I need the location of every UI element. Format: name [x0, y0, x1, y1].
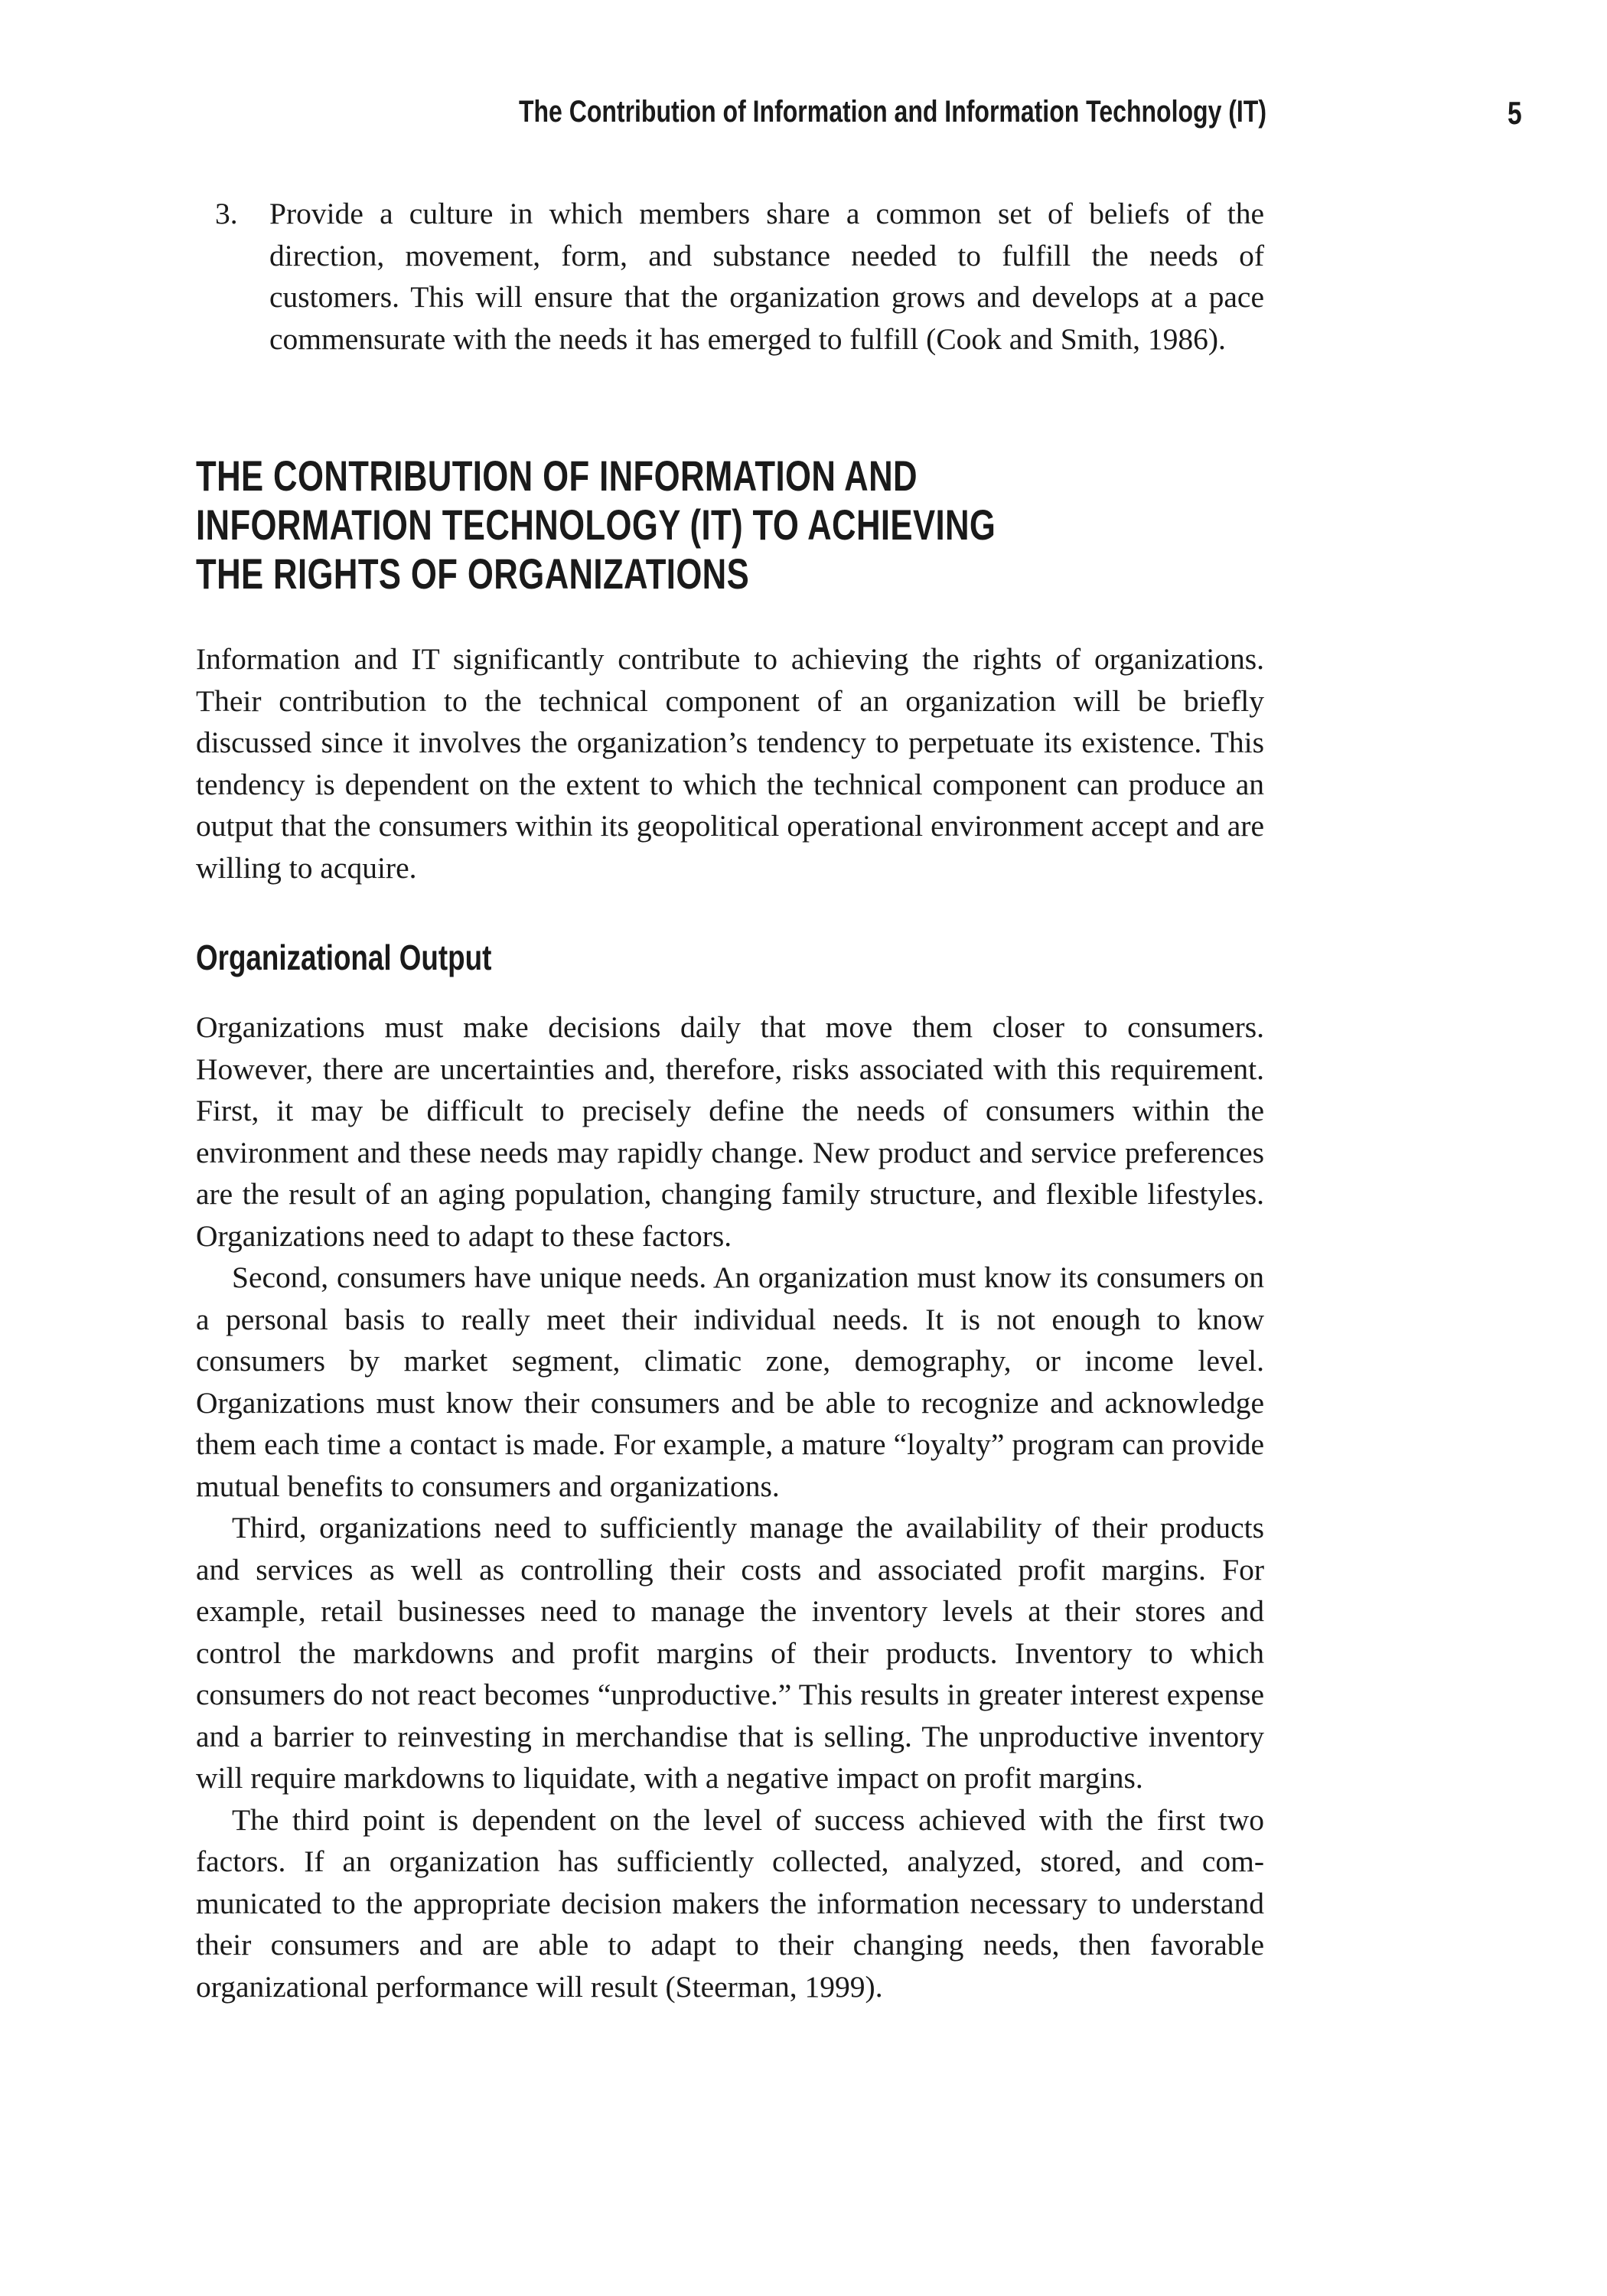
body-paragraph-1: Organizations must make decisions daily that move them closer to consumers. However, there are uncertainties and, therefore, risks associated with this requirement. First, it may be difficult to precisely define the needs of consumers within the environment and these needs may rapidly change. New product and service preferences are the result of an aging population, changing family structure, and flexible lifestyles. Organizations need to adapt to these factors.: [196, 1010, 1264, 1253]
section-heading-line-1: THE CONTRIBUTION OF INFORMATION AND: [196, 452, 918, 500]
section-intro-paragraph: Information and IT significantly contribute to achieving the rights of organizations. Their contribution to the technical component of an organization will be briefly discussed since it involves the organization’s tendency to perpetuate its existence. This tendency is dependent on the extent to which the technical component can produce an output that the consumers within its geopolitical operational environment accept and are willing to acquire.: [196, 642, 1264, 885]
numbered-list-item: [215, 193, 1264, 360]
running-head: [409, 95, 1266, 129]
list-item-number: 3.: [215, 197, 238, 230]
body-paragraph-4: The third point is dependent on the level of success achieved with the first two factors. If an organization has sufficiently collected, analyzed, stored, and communicated to the appropriate decision makers the information necessary to understand their consumers and are able to adapt to their changing needs, then favorable organizational performance will result (Steerman, 1999).: [196, 1802, 1264, 2004]
body-paragraph-3: Third, organizations need to sufficiently manage the availability of their products and services as well as controlling their costs and associated profit margins. For example, retail businesses need to manage the inventory levels at their stores and control the markdowns and profit margins of their products. Inventory to which consumers do not react becomes “unproductive.” This results in greater interest expense and a barrier to reinvesting in merchandise that is selling. The unproductive inventory will require markdowns to liquidate, with a negative impact on profit margins.: [196, 1511, 1264, 1795]
body-paragraph-2: Second, consumers have unique needs. An organization must know its consumers on a personal basis to really meet their individual needs. It is not enough to know consumers by market segment, climatic zone, demography, or income level. Organizations must know their consumers and be able to recognize and acknowledge them each time a contact is made. For example, a mature “loyalty” program can provide mutual benefits to consumers and organizations.: [196, 1261, 1264, 1503]
running-head-title: The Contribution of Information and Information Technology (IT): [518, 95, 1266, 129]
page-body: [196, 193, 1264, 2007]
section-heading: [196, 452, 1270, 598]
section-heading-line-2: INFORMATION TECHNOLOGY (IT) TO ACHIEVING: [196, 501, 996, 549]
list-item-text: Provide a culture in which members share a common set of beliefs of the direction, movement, form, and substance needed to fulfill the needs of customers. This will ensure that the organization grows and develops at a pace commensurate with the needs it has emerged to fulfill (Cook and Smith, 1986).: [269, 197, 1264, 356]
section-heading-line-3: THE RIGHTS OF ORGANIZATIONS: [196, 550, 750, 598]
page-number: 5: [1508, 95, 1522, 131]
subsection-heading: Organizational Output: [196, 938, 492, 977]
